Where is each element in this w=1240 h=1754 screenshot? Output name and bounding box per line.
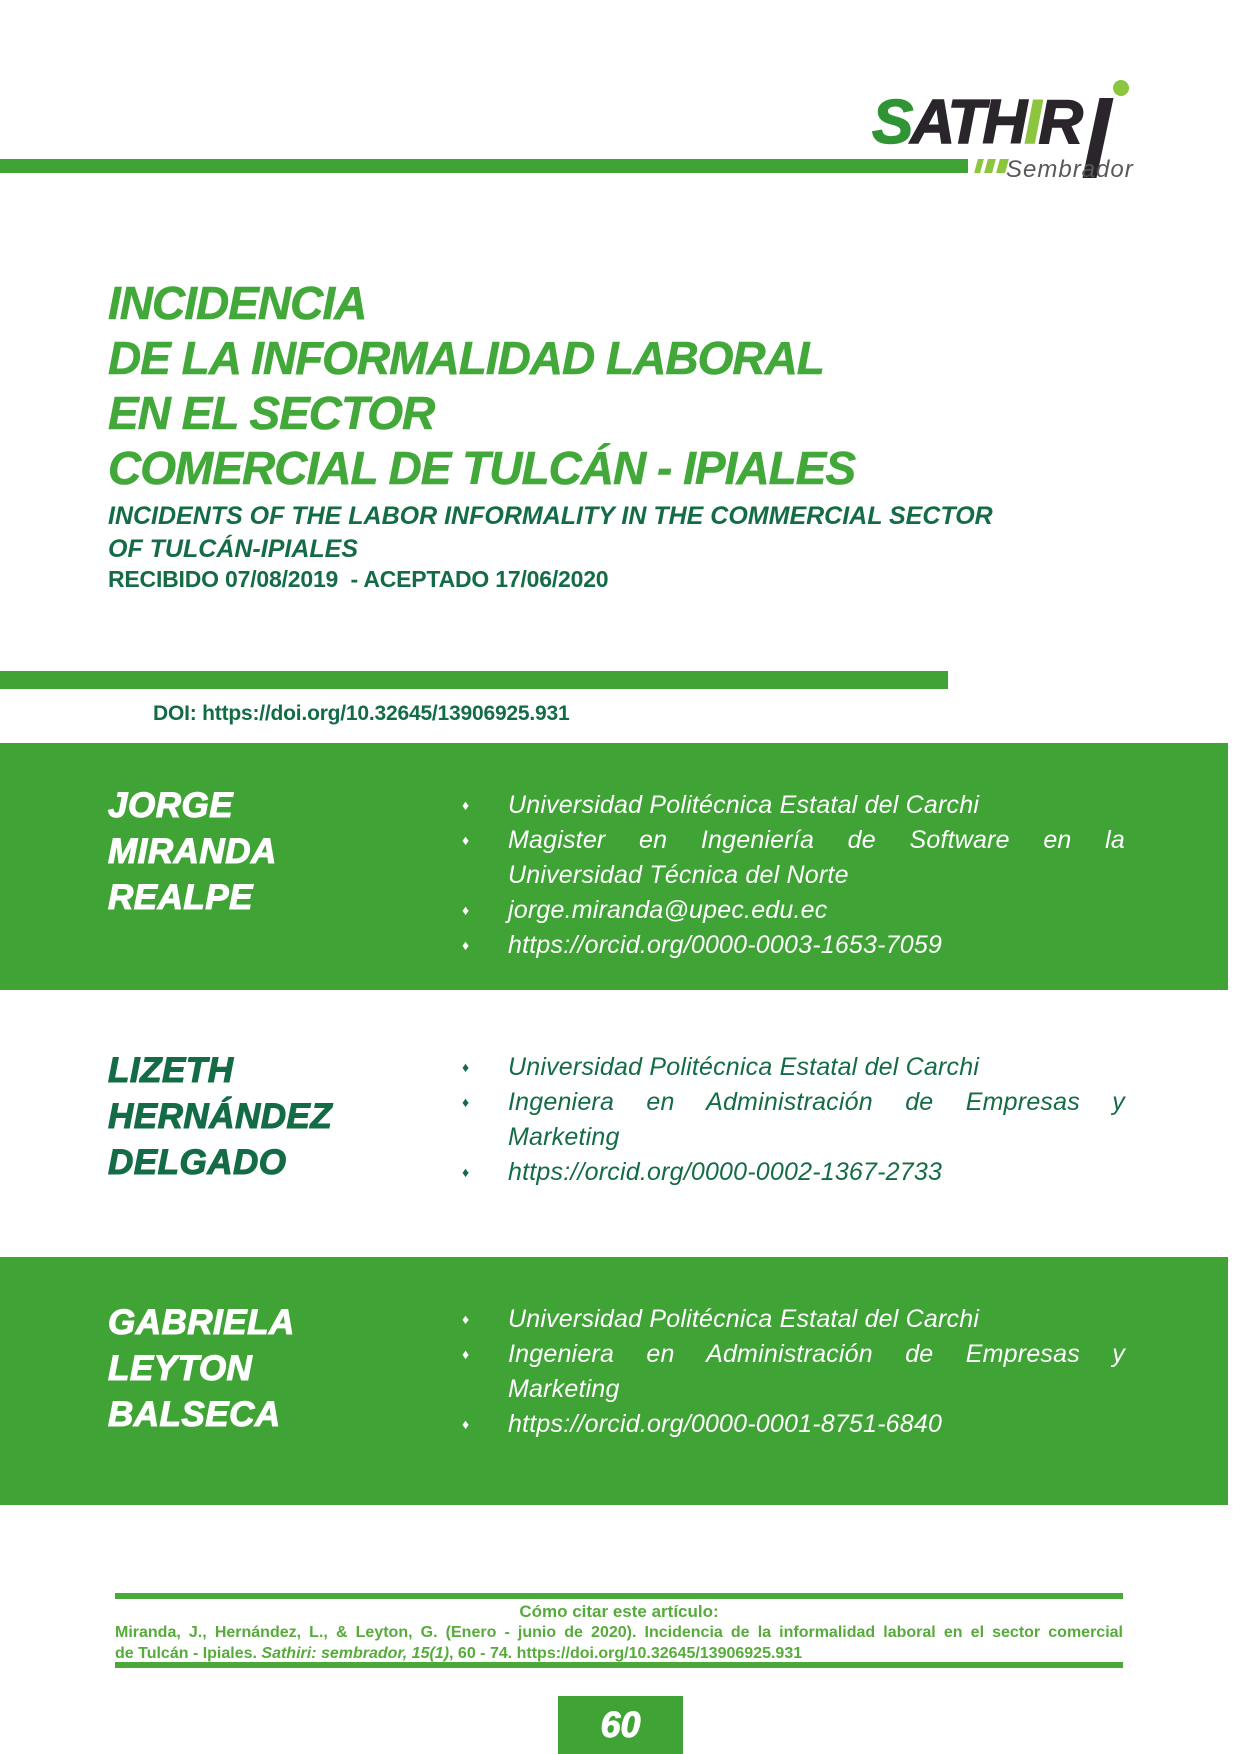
diamond-bullet-icon: ♦ xyxy=(462,1059,470,1075)
citation-line xyxy=(115,1643,1123,1664)
orcid-link[interactable]: https://orcid.org/0000-0001-8751-6840 xyxy=(508,1410,943,1438)
list-item xyxy=(462,928,1125,963)
diamond-bullet-icon: ♦ xyxy=(462,797,470,813)
list-item xyxy=(462,788,1125,823)
degree-text: Marketing xyxy=(508,1123,620,1151)
author-details-list xyxy=(462,1302,1125,1442)
diamond-bullet-icon: ♦ xyxy=(462,1164,470,1180)
orcid-link[interactable]: https://orcid.org/0000-0002-1367-2733 xyxy=(508,1158,943,1186)
author-name-line: GABRIELA xyxy=(108,1303,295,1342)
author-block-gabriela-leyton-balseca xyxy=(0,1257,1228,1505)
author-name xyxy=(108,783,277,921)
title-line: INCIDENCIA xyxy=(108,277,367,329)
affiliation-text: Universidad Politécnica Estatal del Carchi xyxy=(508,1053,980,1081)
received-accepted-dates: RECIBIDO 07/08/2019 - ACEPTADO 17/06/2020 xyxy=(108,566,609,592)
degree-text: Ingeniera en Administración de Empresas y xyxy=(508,1340,1125,1368)
author-name-line: LIZETH xyxy=(108,1051,234,1090)
author-name-line: MIRANDA xyxy=(108,832,277,871)
diamond-bullet-icon: ♦ xyxy=(462,902,470,918)
list-item xyxy=(462,1302,1125,1337)
diamond-bullet-icon: ♦ xyxy=(462,1416,470,1432)
degree-text: Universidad Técnica del Norte xyxy=(508,861,849,889)
orcid-link[interactable]: https://orcid.org/0000-0003-1653-7059 xyxy=(508,931,943,959)
list-item xyxy=(462,1085,1125,1155)
diamond-bullet-icon: ♦ xyxy=(462,832,470,848)
title-line: EN EL SECTOR xyxy=(108,387,435,439)
citation-heading: Cómo citar este artículo: xyxy=(519,1602,719,1621)
logo-i-dot-icon xyxy=(1113,80,1129,96)
author-name-line: REALPE xyxy=(108,878,253,917)
logo-letters-ath: ATH xyxy=(910,88,1025,157)
author-name-line: DELGADO xyxy=(108,1143,287,1182)
author-details-list xyxy=(462,788,1125,963)
author-block-lizeth-hernandez-delgado xyxy=(0,1040,1228,1220)
logo-letter-s: S xyxy=(872,88,911,157)
citation-text: , 60 - 74. https://doi.org/10.32645/13906925.931 xyxy=(449,1645,803,1662)
author-name xyxy=(108,1300,295,1438)
list-item xyxy=(462,823,1125,893)
citation-text: de Tulcán - Ipiales. xyxy=(115,1645,262,1662)
page-number-box xyxy=(558,1696,683,1754)
affiliation-text: Universidad Politécnica Estatal del Carchi xyxy=(508,1305,980,1333)
author-name-line: HERNÁNDEZ xyxy=(108,1097,333,1136)
diamond-bullet-icon: ♦ xyxy=(462,1346,470,1362)
header-green-bar xyxy=(0,159,968,173)
author-name-line: JORGE xyxy=(108,786,234,825)
title-line: DE LA INFORMALIDAD LABORAL xyxy=(108,332,824,384)
citation-rule-bottom xyxy=(115,1662,1123,1668)
separator-green-bar xyxy=(0,671,948,689)
diamond-bullet-icon: ♦ xyxy=(462,937,470,953)
author-name xyxy=(108,1048,332,1186)
article-title xyxy=(108,276,855,496)
list-item xyxy=(462,1407,1125,1442)
title-line: COMERCIAL DE TULCÁN - IPIALES xyxy=(108,442,856,494)
author-name-line: LEYTON xyxy=(108,1349,253,1388)
author-email[interactable]: jorge.miranda@upec.edu.ec xyxy=(508,896,828,924)
author-details-list xyxy=(462,1050,1125,1190)
degree-text: Ingeniera en Administración de Empresas y xyxy=(508,1088,1125,1116)
author-name-line: BALSECA xyxy=(108,1395,281,1434)
diamond-bullet-icon: ♦ xyxy=(462,1094,470,1110)
logo-letter-r: R xyxy=(1038,88,1081,157)
author-block-jorge-miranda-realpe xyxy=(0,743,1228,990)
subtitle-line: INCIDENTS OF THE LABOR INFORMALITY IN THE COMMERCIAL SECTOR xyxy=(108,502,993,530)
article-subtitle-english xyxy=(108,500,993,566)
logo-dash-icon xyxy=(974,159,984,173)
journal-tagline: Sembrador xyxy=(1006,156,1134,183)
affiliation-text: Universidad Politécnica Estatal del Carchi xyxy=(508,791,980,819)
degree-text: Marketing xyxy=(508,1375,620,1403)
list-item xyxy=(462,1050,1125,1085)
doi-link[interactable]: DOI: https://doi.org/10.32645/13906925.931 xyxy=(153,702,570,725)
list-item xyxy=(462,1337,1125,1407)
subtitle-line: OF TULCÁN-IPIALES xyxy=(108,535,358,563)
list-item xyxy=(462,1155,1125,1190)
citation-rule-top xyxy=(115,1593,1123,1599)
logo-letter-i-green: I xyxy=(1024,88,1039,157)
page-number: 60 xyxy=(600,1704,641,1745)
logo-dash-icon xyxy=(984,159,996,173)
diamond-bullet-icon: ♦ xyxy=(462,1311,470,1327)
citation-journal-italic: Sathiri: sembrador, 15(1) xyxy=(261,1645,450,1662)
journal-logo xyxy=(872,88,1081,157)
degree-text: Magister en Ingeniería de Software en la xyxy=(508,826,1125,854)
list-item xyxy=(462,893,1125,928)
citation-line: Miranda, J., Hernández, L., & Leyton, G. (Enero - junio de 2020). Incidencia de la informalidad laboral en el sector comercial xyxy=(115,1624,1123,1641)
